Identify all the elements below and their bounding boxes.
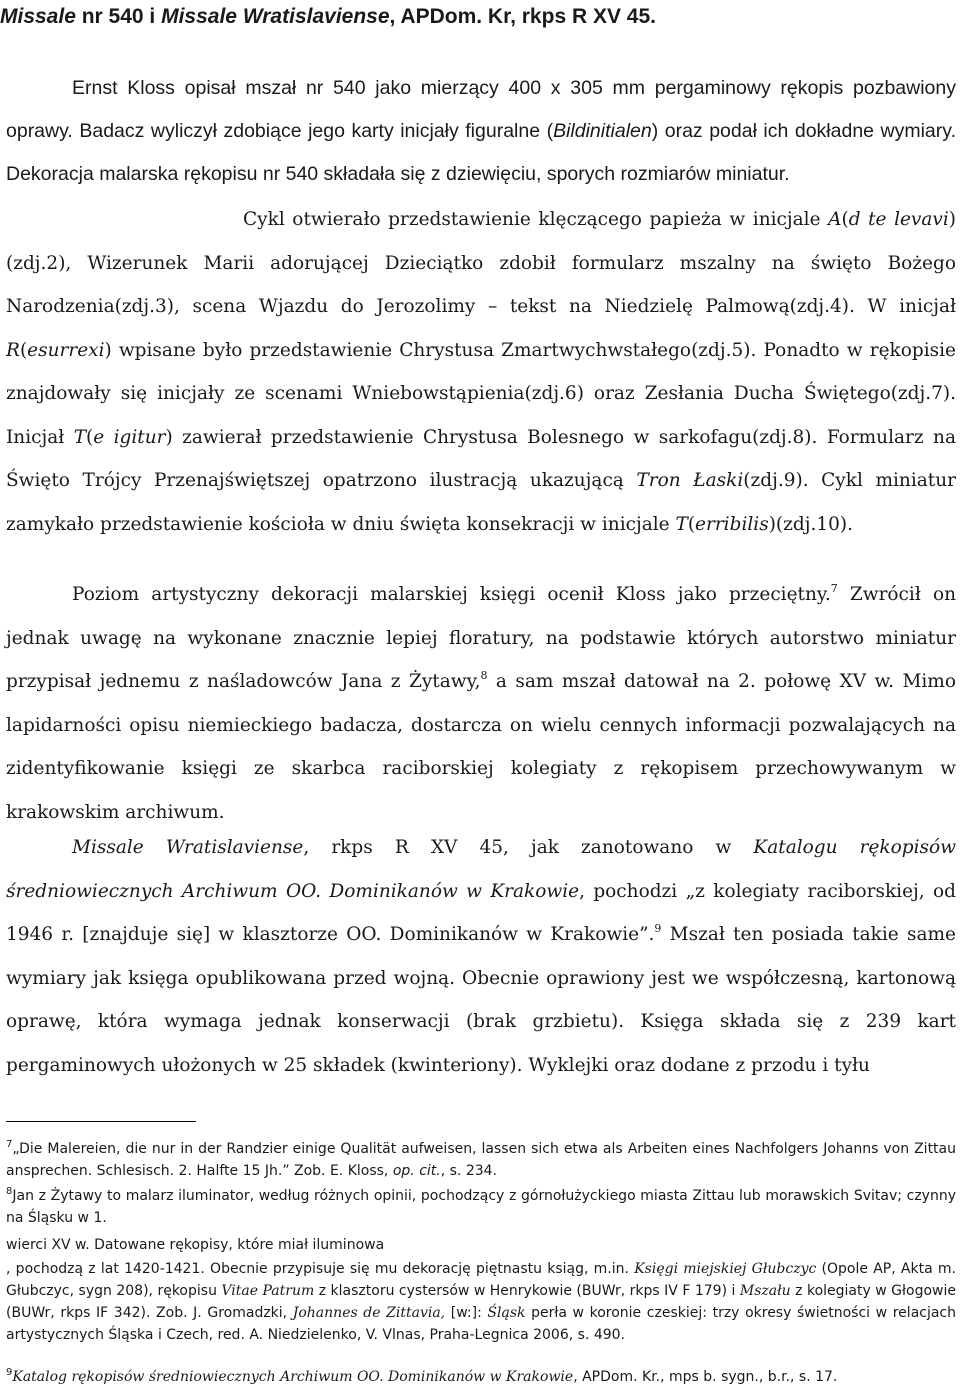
text-run-italic: Śląsk bbox=[487, 1305, 526, 1321]
text-run: ) wpisane było przedstawienie Chrystusa Zmartwychwstałego(zdj.5). Ponadto w rękopisie znajdowały się inicjały ze scenami Wniebowstąpienia(zdj.6) oraz Zesłania Ducha Świętego(zdj.7). Inicjał bbox=[6, 339, 956, 448]
text-run: wierci XV w. Datowane rękopisy, które miał iluminowa bbox=[6, 1237, 385, 1253]
text-run-italic: A bbox=[828, 209, 842, 230]
section-heading bbox=[0, 4, 960, 30]
text-run-italic: Katalogu rękopisów średniowiecznych Archiwum OO. Dominikanów w Krakowie bbox=[6, 837, 956, 902]
heading-title-italic: Missale bbox=[0, 5, 76, 28]
text-run: Ernst Kloss opisał mszał nr 540 jako mierzący 400 x 305 mm pergaminowy rękopis pozbawiony oprawy. Badacz wyliczył zdobiące jego karty inicjały figuralne ( bbox=[6, 77, 956, 142]
text-run-italic: Bildinitialen bbox=[553, 120, 652, 142]
text-run: ) oraz podał ich dokładne wymiary. Dekoracja malarska rękopisu nr 540 składała się z dziewięciu, sporych rozmiarów miniatur. bbox=[6, 120, 956, 185]
text-run-italic: R bbox=[6, 339, 20, 361]
text-run: a sam mszał datował na 2. połowę XV w. Mimo lapidarności opisu niemieckiego badacza, dostarcza on wielu cennych informacji pozwalających na zidentyfikowanie księgi ze skarbca raciborskiej kolegiaty z rękopisem przechowywanym w krakowskim archiwum. bbox=[6, 671, 956, 823]
text-run: Jan z Żytawy to malarz iluminator, według różnych opinii, pochodzący z górnołużyckiego miasta Zittau lub morawskich Svitav; czynny na Śląsku w 1. bbox=[6, 1188, 956, 1226]
footnote-9 bbox=[6, 1366, 956, 1388]
text-run: )(zdj.10). bbox=[768, 513, 853, 535]
text-run: z kolegiaty w Głogowie (BUWr, rkps IF 342). Zob. J. Gromadzki, bbox=[6, 1283, 956, 1321]
text-run: (Opole AP, Akta m. Głubczyc, sygn 208), rękopisu bbox=[6, 1261, 956, 1299]
text-run: ) zawierał przedstawienie Chrystusa Bolesnego w sarkofagu(zdj.8). Formularz na Święto Trójcy Przenajświętszej opatrzono ilustracją ukazującą bbox=[6, 426, 956, 491]
text-run-italic: Missale Wratislaviense bbox=[72, 837, 304, 858]
text-run: Cykl otwierało przedstawienie klęczącego papieża w inicjale bbox=[243, 209, 829, 230]
text-run: , pochodzi „z kolegiaty raciborskiej, od 1946 r. [znajduje się] w klasztorze OO. Dominikanów w Krakowie”. bbox=[6, 880, 956, 945]
paragraph-1-continued bbox=[6, 198, 956, 546]
text-run-italic: Katalog rękopisów średniowiecznych Archiwum OO. Dominikanów w Krakowie bbox=[12, 1369, 574, 1385]
paragraph-2 bbox=[6, 573, 956, 834]
text-run-italic: T bbox=[73, 426, 87, 448]
footnote-8-fragment bbox=[6, 1234, 956, 1256]
text-run-italic: op. cit. bbox=[392, 1163, 441, 1179]
footnote-ref-8[interactable]: 8 bbox=[480, 669, 488, 682]
text-run: Mszał ten posiada takie same wymiary jak księga opublikowana przed wojną. Obecnie oprawiony jest we współczesną, kartonową oprawę, która wymaga jednak konserwacji (brak grzbietu). Księga składa się z 239 kart pergaminowych ułożonych w 25 składek (kwinteriony). Wyklejki oraz dodane z przodu i tyłu bbox=[6, 924, 956, 1076]
heading-text: , APDom. Kr, rkps R XV 45. bbox=[389, 5, 656, 28]
footnote-separator bbox=[6, 1121, 196, 1122]
heading-title-italic: Missale Wratislaviense bbox=[161, 5, 390, 28]
paragraph-3 bbox=[6, 826, 956, 1087]
text-run: ( bbox=[86, 426, 94, 448]
text-run-italic: d te levavi bbox=[848, 209, 949, 230]
text-run-italic: T bbox=[675, 513, 688, 535]
heading-text: nr 540 i bbox=[75, 5, 162, 28]
text-run: „Die Malereien, die nur in der Randzier einige Qualität aufweisen, lassen sich etwa als Arbeiten eines Nachfolgers Johanns von Zittau ansprechen. Schlesisch. 2. Halfte 15 Jh.” Zob. E. Kloss, bbox=[6, 1141, 956, 1179]
footnote-8 bbox=[6, 1185, 956, 1229]
text-run: , rkps R XV 45, jak zanotowano w bbox=[303, 837, 754, 858]
footnote-ref-9[interactable]: 9 bbox=[654, 922, 662, 935]
text-run: )(zdj.2), Wizerunek Marii adorującej Dzieciątko zdobił formularz mszalny na święto Bożego Narodzenia(zdj.3), scena Wjazdu do Jerozolimy – tekst na Niedzielę Palmową(zdj.4). W inicjał bbox=[6, 209, 957, 317]
text-run: ( bbox=[841, 209, 849, 230]
text-run: z klasztoru cystersów w Henrykowie (BUWr, rkps IV F 179) i bbox=[314, 1283, 740, 1299]
text-run-italic: Johannes de Zittavia, bbox=[292, 1305, 446, 1321]
text-run-italic: e igitur bbox=[93, 426, 166, 448]
footnote-7 bbox=[6, 1138, 956, 1182]
text-run: (zdj.9). Cykl miniatur zamykało przedstawienie kościoła w dniu święta konsekracji w inicjale bbox=[6, 470, 956, 535]
footnote-number: 8 bbox=[6, 1186, 13, 1197]
text-run: , APDom. Kr., mps b. sygn., b.r., s. 17. bbox=[573, 1369, 838, 1385]
text-run-italic: Vitae Patrum bbox=[221, 1283, 315, 1299]
text-run: ( bbox=[687, 513, 696, 535]
footnote-8-continued bbox=[6, 1258, 956, 1346]
footnote-ref-7[interactable]: 7 bbox=[830, 582, 838, 595]
text-run-italic: erribilis bbox=[695, 513, 769, 535]
text-run-italic: Księgi miejskiej Głubczyc bbox=[634, 1261, 817, 1277]
text-run: , s. 234. bbox=[440, 1163, 498, 1179]
text-run: Poziom artystyczny dekoracji malarskiej księgi ocenił Kloss jako przeciętny. bbox=[72, 584, 831, 605]
text-run-italic: esurrexi bbox=[27, 339, 105, 361]
text-run: [w:]: bbox=[445, 1305, 488, 1321]
paragraph-1 bbox=[6, 67, 956, 196]
text-run: Zwrócił on jednak uwagę na wykonane znacznie lepiej floratury, na podstawie których autorstwo miniatur przypisał jednemu z naśladowców Jana z Żytawy, bbox=[6, 584, 956, 692]
footnote-number: 9 bbox=[6, 1367, 13, 1378]
text-run-italic: Tron Łaski bbox=[636, 470, 744, 491]
text-run: ( bbox=[19, 339, 28, 361]
text-run-italic: Mszału bbox=[739, 1283, 791, 1299]
footnote-number: 7 bbox=[6, 1139, 13, 1150]
text-run: , pochodzą z lat 1420-1421. Obecnie przypisuje się mu dekorację piętnastu ksiąg, m.in. bbox=[6, 1261, 635, 1277]
text-run: perła w koronie czeskiej: trzy okresy świetności w relacjach artystycznych Śląska i Czech, red. A. Niedzielenko, V. Vlnas, Praha-Legnica 2006, s. 490. bbox=[6, 1305, 957, 1343]
